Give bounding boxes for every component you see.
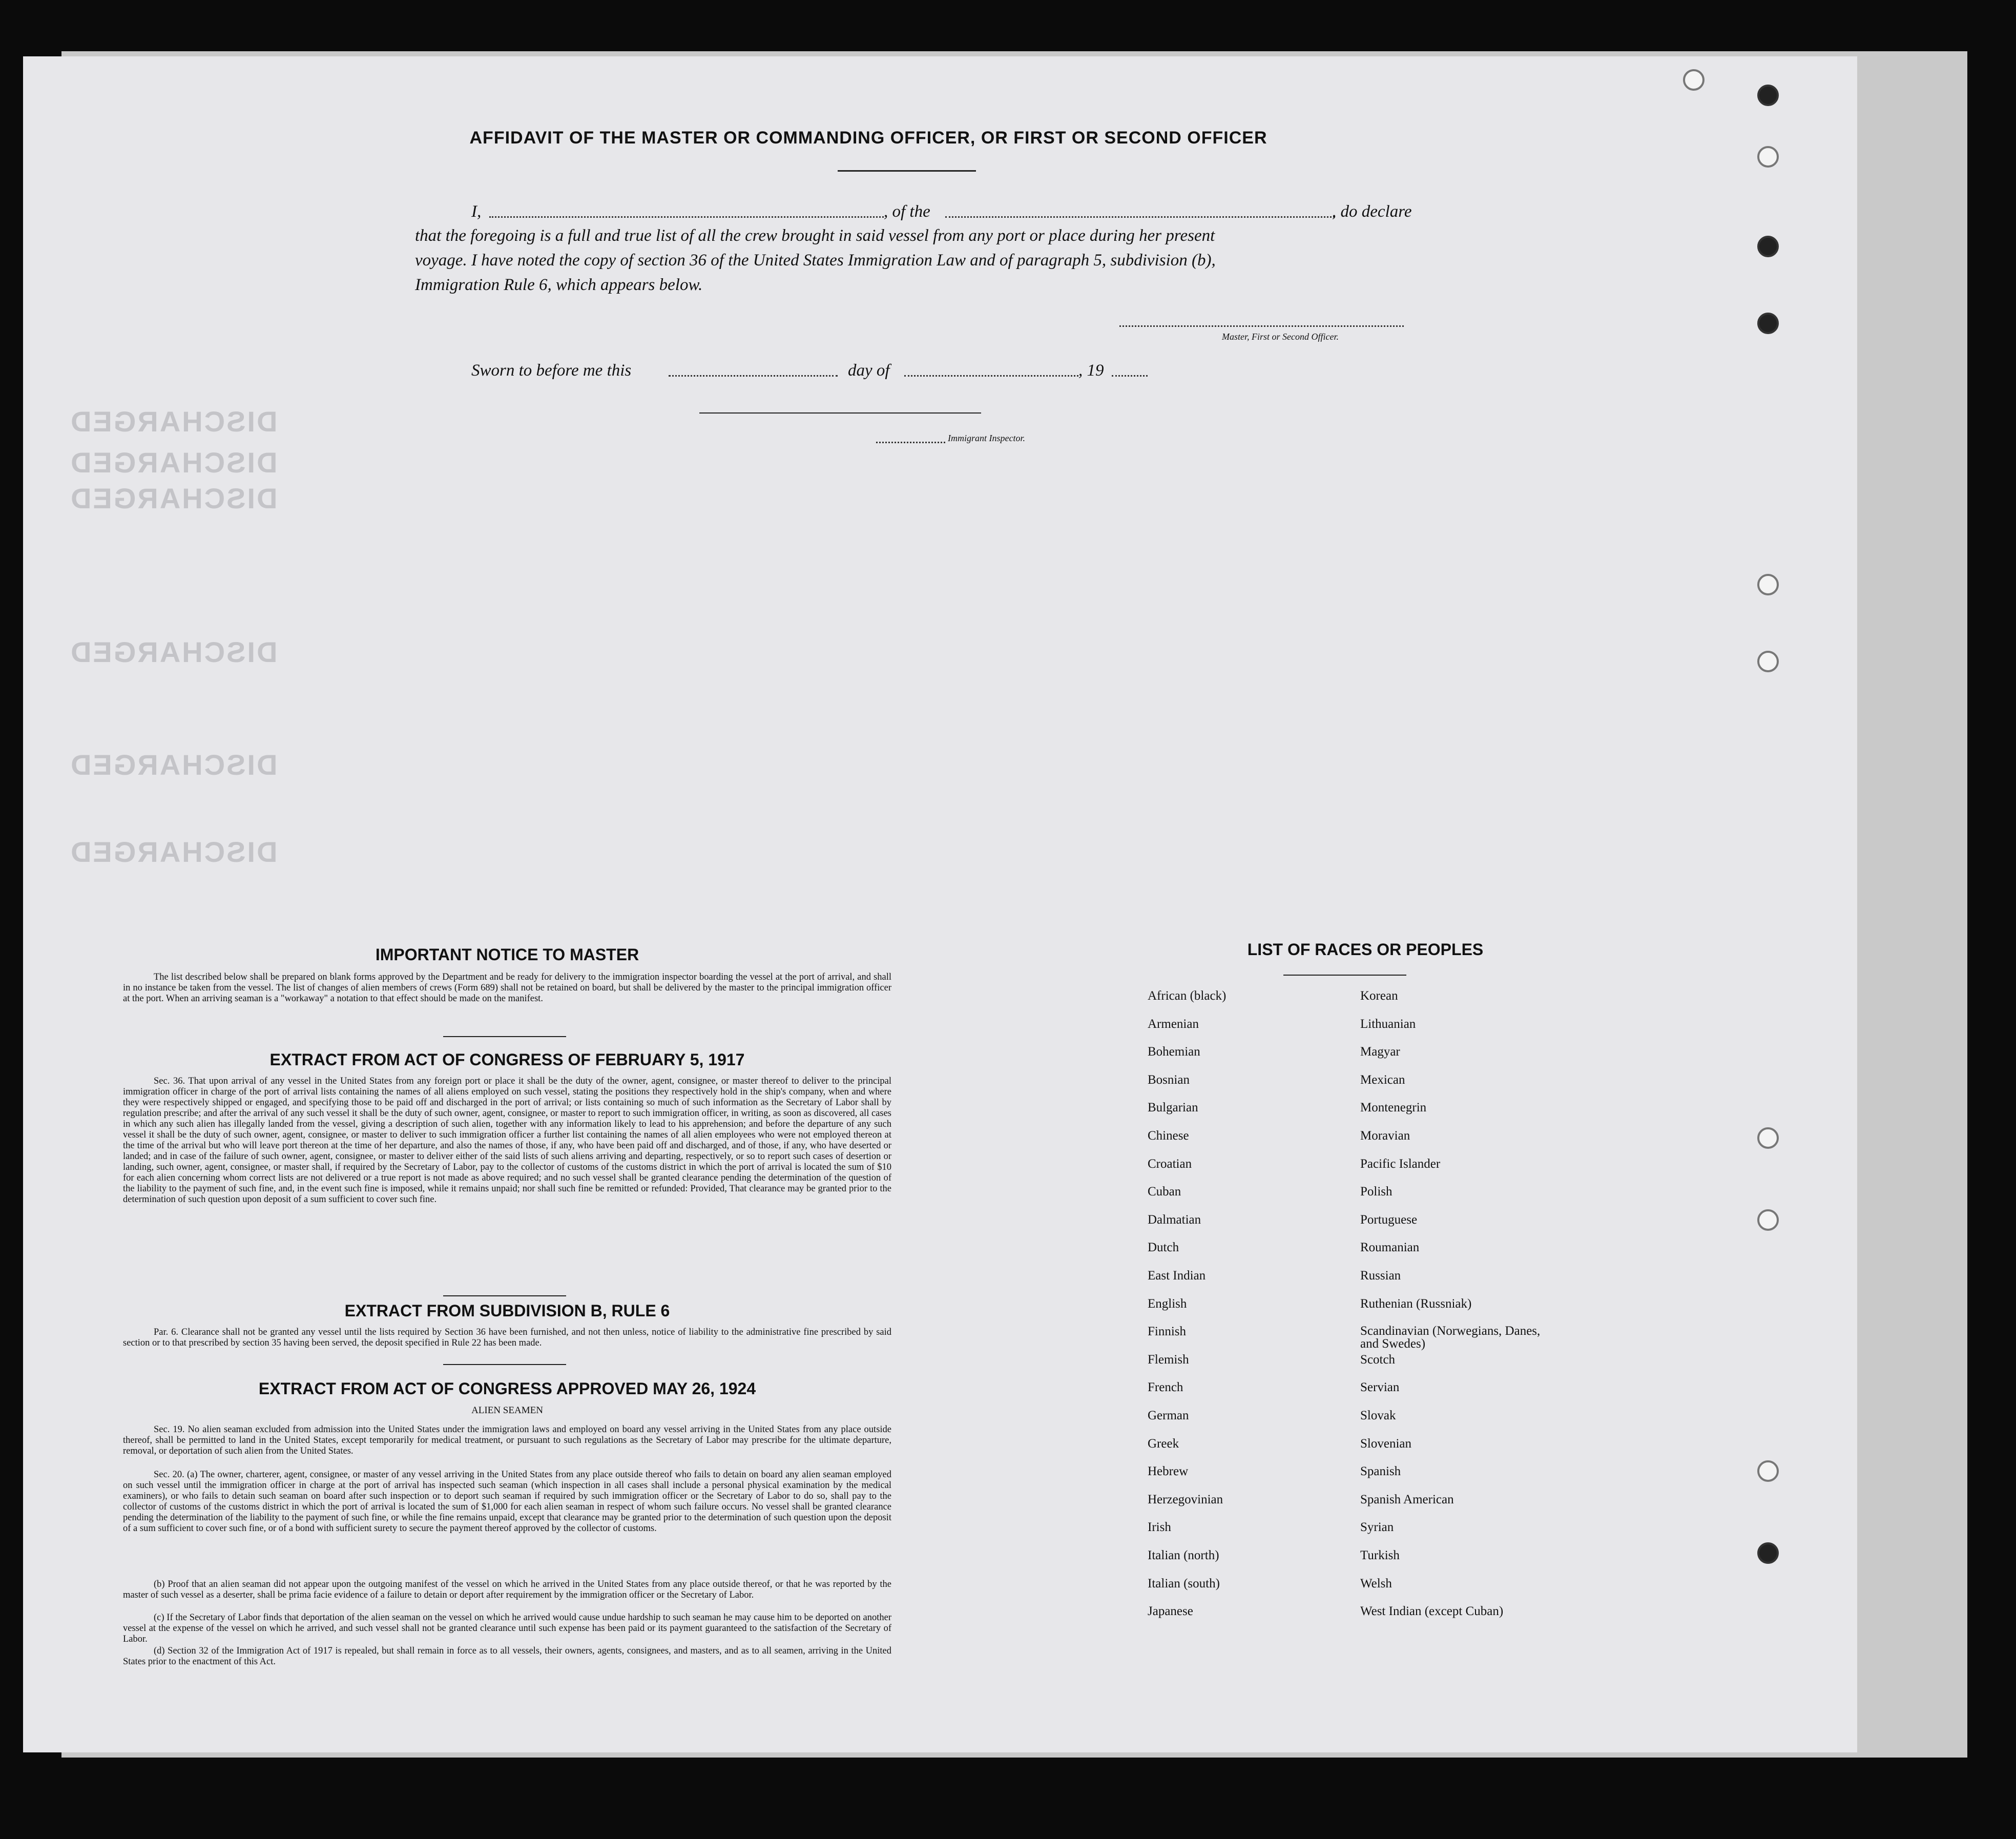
binder-hole <box>1757 651 1779 672</box>
affidavit-line2: that the foregoing is a full and true list of all the crew brought in said vessel from any port or place during her present <box>415 226 1215 245</box>
race-item: Lithuanian <box>1360 1017 1416 1031</box>
extract2-title: EXTRACT FROM SUBDIVISION B, RULE 6 <box>344 1301 670 1320</box>
extract3-subtitle: ALIEN SEAMEN <box>471 1405 543 1416</box>
name-blank[interactable] <box>489 216 884 218</box>
race-item: Croatian <box>1148 1156 1192 1171</box>
race-item: Scotch <box>1360 1352 1396 1367</box>
sec20a-text: Sec. 20. (a) The owner, charterer, agent, consignee, or master of any vessel arriving in the United States from any place outside thereof who fails to detain on board any alien seaman employed on such vessel until the immigration officer in charge at the port of arrival has inspected such seaman (which inspection in all cases shall include a personal physical examination by the medical examiners), or who fails to detain such seaman on board after such inspection or to deport such seaman if required by such immigration officer or the Secretary of Labor to do so, shall pay to the collector of customs of the customs district in which the port of arrival is located the sum of $1,000 for each alien seaman in respect of whom such failure occurs. No vessel shall be granted clearance pending the determination of the liability to the payment of such fine, or while the fine remains unpaid, except that clearance may be granted prior to the determination of such question upon the deposit of a sum sufficient to cover such fine, or of a bond with sufficient surety to secure the payment thereof approved by the collector of customs. <box>123 1470 891 1534</box>
race-item: Bulgarian <box>1148 1101 1198 1115</box>
race-item: Herzegovinian <box>1148 1492 1223 1506</box>
affidavit-line3: voyage. I have noted the copy of section 36 of the United States Immigration Law and of paragraph 5, subdivision (b), <box>415 251 1216 270</box>
race-item: Chinese <box>1148 1129 1189 1143</box>
race-item: Irish <box>1148 1520 1171 1535</box>
races-title: LIST OF RACES OR PEOPLES <box>1247 940 1484 959</box>
race-item: African (black) <box>1148 989 1227 1003</box>
extract1-title: EXTRACT FROM ACT OF CONGRESS OF FEBRUARY 5, 1917 <box>269 1050 745 1069</box>
race-item: Turkish <box>1360 1548 1400 1562</box>
binder-hole <box>1757 1127 1779 1149</box>
race-item: Cuban <box>1148 1185 1181 1199</box>
year-prefix: , 19 <box>1078 361 1104 380</box>
affidavit-i: I, <box>471 202 482 221</box>
race-item: Portuguese <box>1360 1212 1418 1227</box>
ghost-stamp: DISCHARGED <box>69 405 278 438</box>
sworn-date-blank[interactable] <box>669 375 838 377</box>
binder-hole <box>1757 1542 1779 1564</box>
title-divider <box>838 170 976 172</box>
inspector-dots <box>876 442 945 443</box>
race-item: German <box>1148 1409 1189 1422</box>
master-caption: Master, First or Second Officer. <box>1222 332 1339 342</box>
race-item: Roumanian <box>1360 1241 1420 1255</box>
race-item: Syrian <box>1360 1520 1394 1535</box>
affidavit-declare: , do declare <box>1332 202 1412 221</box>
ghost-stamp: DISCHARGED <box>69 482 278 514</box>
binder-hole <box>1757 236 1779 257</box>
race-item: Dalmatian <box>1148 1212 1201 1227</box>
races-divider <box>1283 975 1406 976</box>
sworn-year-blank[interactable] <box>1112 375 1148 377</box>
race-item: Slovak <box>1360 1409 1396 1422</box>
race-item: West Indian (except Cuban) <box>1360 1604 1504 1619</box>
notice-text: The list described below shall be prepared on blank forms approved by the Department and be ready for delivery to the immigration inspector boarding the vessel at the port of arrival, and shall in no instance be taken from the vessel. The list of changes of alien members of crews (Form 689) shall not be retained on board, but shall be delivered by the master to the principal immigration officer at the port. When an arriving seaman is a "workaway" a notation to that effect should be made on the manifest. <box>123 972 891 1004</box>
race-item: Flemish <box>1148 1352 1189 1367</box>
race-item: Italian (north) <box>1148 1548 1219 1562</box>
race-item: Japanese <box>1148 1604 1193 1619</box>
binder-hole <box>1757 1209 1779 1231</box>
inspector-signature-line[interactable] <box>699 412 981 414</box>
race-item: Mexican <box>1360 1072 1405 1087</box>
race-item: Montenegrin <box>1360 1101 1427 1115</box>
race-item: Dutch <box>1148 1241 1179 1255</box>
binder-hole <box>1757 146 1779 168</box>
document-page <box>23 56 1857 1752</box>
race-item: Welsh <box>1360 1576 1392 1590</box>
race-item: Pacific Islander <box>1360 1156 1441 1171</box>
notice-divider <box>443 1036 566 1037</box>
race-item: Polish <box>1360 1185 1393 1199</box>
binder-hole <box>1757 574 1779 595</box>
race-item: English <box>1148 1296 1187 1311</box>
race-item: Slovenian <box>1360 1436 1411 1451</box>
race-item: Magyar <box>1360 1045 1400 1059</box>
binder-hole <box>1757 1460 1779 1482</box>
race-item: Ruthenian (Russniak) <box>1360 1296 1472 1311</box>
notice-title: IMPORTANT NOTICE TO MASTER <box>375 945 639 964</box>
day-of-label: day of <box>848 361 890 380</box>
extract2-divider <box>443 1364 566 1365</box>
vessel-blank[interactable] <box>945 216 1335 218</box>
race-item: French <box>1148 1380 1183 1395</box>
race-item: Greek <box>1148 1436 1179 1451</box>
sec20b-text: (b) Proof that an alien seaman did not appear upon the outgoing manifest of the vessel on which he arrived in the United States from any place outside thereof, or that he was reported by the master of such vessel as a deserter, shall be prima facie evidence of a failure to detain or deport after requirement by the immigration officer or the Secretary of Labor. <box>123 1579 891 1600</box>
master-signature-blank[interactable] <box>1119 325 1404 327</box>
race-item: Spanish American <box>1360 1492 1454 1506</box>
extract2-text: Par. 6. Clearance shall not be granted any vessel until the lists required by Section 36 have been furnished, and not then unless, notice of liability to the administrative fine prescribed by said section or to that prescribed by section 35 having been served, the deposit specified in Rule 22 has been made. <box>123 1327 891 1348</box>
race-item: Bosnian <box>1148 1072 1190 1087</box>
extract1-text: Sec. 36. That upon arrival of any vessel in the United States from any foreign port or place it shall be the duty of the owner, agent, consignee, or master thereof to deliver to the principal immigration officer in charge of the port of arrival lists containing the names of all aliens employed on such vessel, stating the positions they respectively hold in the ship's company, when and where they were respectively shipped or engaged, and specifying those to be paid off and discharged in the port of arrival; or lists containing so much of such information as the Secretary of Labor shall by regulation prescribe; and after the arrival of any such vessel it shall be the duty of such owner, agent, consignee, or master to report to such immigration officer, in writing, as soon as discovered, all cases in which any such alien has illegally landed from the vessel, giving a description of such alien, together with any information likely to lead to his apprehension; and before the departure of any such vessel it shall be the duty of such owner, agent, consignee, or master to deliver to such immigration officer a further list containing the names of all alien employees who were not employed thereon at the time of the arrival but who will leave port thereon at the time of her departure, and also the names of those, if any, who have been paid off and discharged, and of those, if any, who have deserted or landed; and in case of the failure of such owner, agent, consignee, or master to deliver either of the said lists of such aliens arriving and departing, respectively, or so to report such cases of desertion or landing, such owner, agent, consignee, or master shall, if required by the Secretary of Labor, pay to the collector of customs of the customs district in which the port of arrival is located the sum of $10 for each alien concerning whom correct lists are not delivered or a true report is not made as above required; and no such vessel shall be granted clearance pending the determination of the question of the liability to the payment of such fine, and, in the event such fine is imposed, while it remains unpaid; nor shall such fine be remitted or refunded: Provided, That clearance may be granted prior to the determination of such question upon deposit of a sum sufficient to cover such fine. <box>123 1076 891 1205</box>
race-item: Korean <box>1360 989 1398 1003</box>
ghost-stamp: DISCHARGED <box>69 446 278 479</box>
race-item: Italian (south) <box>1148 1576 1220 1590</box>
binder-hole <box>1757 313 1779 334</box>
affidavit-line4: Immigration Rule 6, which appears below. <box>415 276 703 294</box>
binder-hole <box>1757 85 1779 106</box>
extract1-divider <box>443 1295 566 1296</box>
race-item: Hebrew <box>1148 1464 1189 1479</box>
sworn-month-blank[interactable] <box>904 375 1078 377</box>
race-item: Servian <box>1360 1380 1400 1395</box>
ghost-stamp: DISCHARGED <box>69 749 278 781</box>
extract3-title: EXTRACT FROM ACT OF CONGRESS APPROVED MAY 26, 1924 <box>258 1379 756 1398</box>
affidavit-of-the: , of the <box>884 202 930 221</box>
sec20c-text: (c) If the Secretary of Labor finds that deportation of the alien seaman on the vessel on which he arrived would cause undue hardship to such seaman he may cause him to be deported on another vessel at the expense of the vessel on which he arrived, and such vessel shall not be granted clearance until such expense has been paid or its payment guaranteed to the satisfaction of the Secretary of Labor. <box>123 1613 891 1644</box>
ghost-stamp: DISCHARGED <box>69 636 278 668</box>
race-item: Scandinavian (Norwegians, Danes, and Swedes) <box>1360 1324 1541 1351</box>
sec19-text: Sec. 19. No alien seaman excluded from admission into the United States under the immigration laws and employed on board any vessel arriving in the United States from any place outside thereof, shall be permitted to land in the United States, except temporarily for medical treatment, or pursuant to such regulations as the Secretary of Labor may prescribe for the ultimate departure, removal, or deportation of such alien from the United States. <box>123 1424 891 1456</box>
ghost-stamp: DISCHARGED <box>69 836 278 868</box>
binder-hole <box>1683 69 1705 91</box>
race-item: Russian <box>1360 1269 1401 1283</box>
race-item: Armenian <box>1148 1017 1199 1031</box>
sworn-label: Sworn to before me this <box>471 361 632 380</box>
race-item: East Indian <box>1148 1269 1206 1283</box>
race-item: Moravian <box>1360 1129 1410 1143</box>
sec20d-text: (d) Section 32 of the Immigration Act of 1917 is repealed, but shall remain in force as to all vessels, their owners, agents, consignees, and masters, and as to all seamen, arriving in the United States prior to the enactment of this Act. <box>123 1646 891 1667</box>
race-item: Bohemian <box>1148 1045 1200 1059</box>
race-item: Finnish <box>1148 1325 1187 1339</box>
inspector-caption: Immigrant Inspector. <box>948 433 1025 443</box>
race-item: Spanish <box>1360 1464 1401 1479</box>
affidavit-title: AFFIDAVIT OF THE MASTER OR COMMANDING OFFICER, OR FIRST OR SECOND OFFICER <box>469 128 1267 148</box>
